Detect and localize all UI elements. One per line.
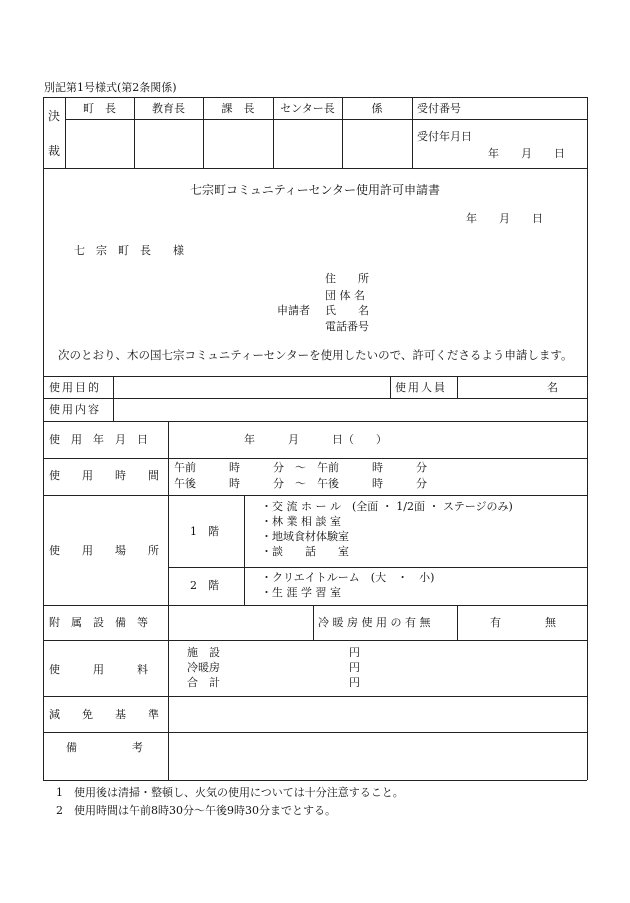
floor-1-item-forestry[interactable]: ・林 業 相 談 室 bbox=[261, 515, 341, 528]
users-field[interactable] bbox=[460, 379, 540, 396]
floor-1-item-hall[interactable]: ・交 流 ホ ー ル (全面 ・ 1/2面 ・ ステージのみ) bbox=[261, 500, 513, 513]
remarks-label: 備 考 bbox=[66, 741, 143, 754]
floor-1-label: 1 階 bbox=[190, 525, 219, 538]
form-number-label: 別記第1号様式(第2条関係) bbox=[44, 81, 177, 94]
users-label: 使用人員 bbox=[395, 381, 447, 394]
users-unit: 名 bbox=[547, 381, 558, 394]
content-field[interactable] bbox=[116, 401, 584, 418]
content-label: 使用内容 bbox=[49, 403, 101, 416]
fee-unit: 円 bbox=[349, 676, 360, 689]
approval-side-label: 裁 bbox=[48, 144, 61, 158]
fee-unit: 円 bbox=[349, 646, 360, 659]
use-time-pm[interactable]: 午後 時 分 〜 午後 時 分 bbox=[174, 477, 427, 490]
approval-col-staff: 係 bbox=[371, 102, 383, 115]
application-statement: 次のとおり、木の国七宗コミュニティーセンターを使用したいので、許可くださるよう申請します。 bbox=[58, 348, 573, 362]
applicant-field-address: 住 所 bbox=[325, 272, 369, 285]
approval-col-section-chief: 課 長 bbox=[221, 102, 255, 115]
receipt-date-label: 受付年月日 bbox=[417, 130, 472, 143]
floor-2-label: 2 階 bbox=[190, 579, 219, 592]
applicant-label: 申請者 bbox=[277, 304, 310, 317]
form-title: 七宗町コミュニティーセンター使用許可申請書 bbox=[189, 183, 441, 197]
equipment-field[interactable] bbox=[171, 608, 310, 637]
equipment-label: 附 属 設 備 等 bbox=[49, 616, 148, 629]
approval-col-mayor: 町 長 bbox=[83, 102, 116, 115]
use-place-label: 使 用 場 所 bbox=[49, 544, 159, 557]
reduction-label: 減 免 基 準 bbox=[49, 708, 159, 721]
use-time-label: 使 用 時 間 bbox=[49, 469, 159, 482]
fee-item-total: 合 計 bbox=[187, 676, 220, 689]
use-time-am[interactable]: 午前 時 分 〜 午前 時 分 bbox=[174, 461, 427, 474]
aircon-options[interactable]: 有 無 bbox=[490, 616, 556, 629]
fee-item-facility: 施 設 bbox=[187, 646, 220, 659]
applicant-field-group: 団 体 名 bbox=[325, 289, 365, 302]
remarks-field[interactable] bbox=[171, 735, 584, 777]
floor-1-item-lounge[interactable]: ・談 話 室 bbox=[261, 545, 349, 558]
reduction-field[interactable] bbox=[171, 699, 584, 729]
floor-2-item-learning[interactable]: ・生 涯 学 習 室 bbox=[261, 586, 341, 599]
approval-side-label: 決 bbox=[48, 109, 61, 123]
floor-1-item-food[interactable]: ・地域食材体験室 bbox=[261, 530, 349, 543]
addressee: 七 宗 町 長 様 bbox=[74, 244, 184, 257]
purpose-label: 使用目的 bbox=[49, 381, 101, 394]
note-cleanup: 1 使用後は清掃・整頓し、火気の使用については十分注意すること。 bbox=[56, 786, 404, 799]
use-date-label: 使 用 年 月 日 bbox=[49, 433, 148, 446]
approval-col-center-chief: センター長 bbox=[280, 102, 335, 115]
application-date: 年 月 日 bbox=[466, 212, 543, 225]
fee-item-aircon: 冷暖房 bbox=[187, 661, 220, 674]
receipt-number-label: 受付番号 bbox=[417, 102, 461, 115]
applicant-field-name: 氏 名 bbox=[325, 304, 369, 317]
approval-col-superintendent: 教育長 bbox=[152, 102, 185, 115]
fee-label: 使 用 料 bbox=[49, 663, 148, 676]
floor-2-item-create-room[interactable]: ・クリエイトルーム (大 ・ 小) bbox=[261, 571, 435, 584]
fee-unit: 円 bbox=[349, 661, 360, 674]
applicant-field-phone: 電話番号 bbox=[325, 320, 369, 333]
purpose-field[interactable] bbox=[116, 379, 387, 396]
aircon-label: 冷 暖 房 使 用 の 有 無 bbox=[318, 616, 431, 629]
note-hours: 2 使用時間は午前8時30分〜午後9時30分までとする。 bbox=[56, 804, 336, 817]
use-date-value[interactable]: 年 月 日（ ） bbox=[244, 433, 387, 446]
receipt-date-value: 年 月 日 bbox=[488, 147, 565, 160]
